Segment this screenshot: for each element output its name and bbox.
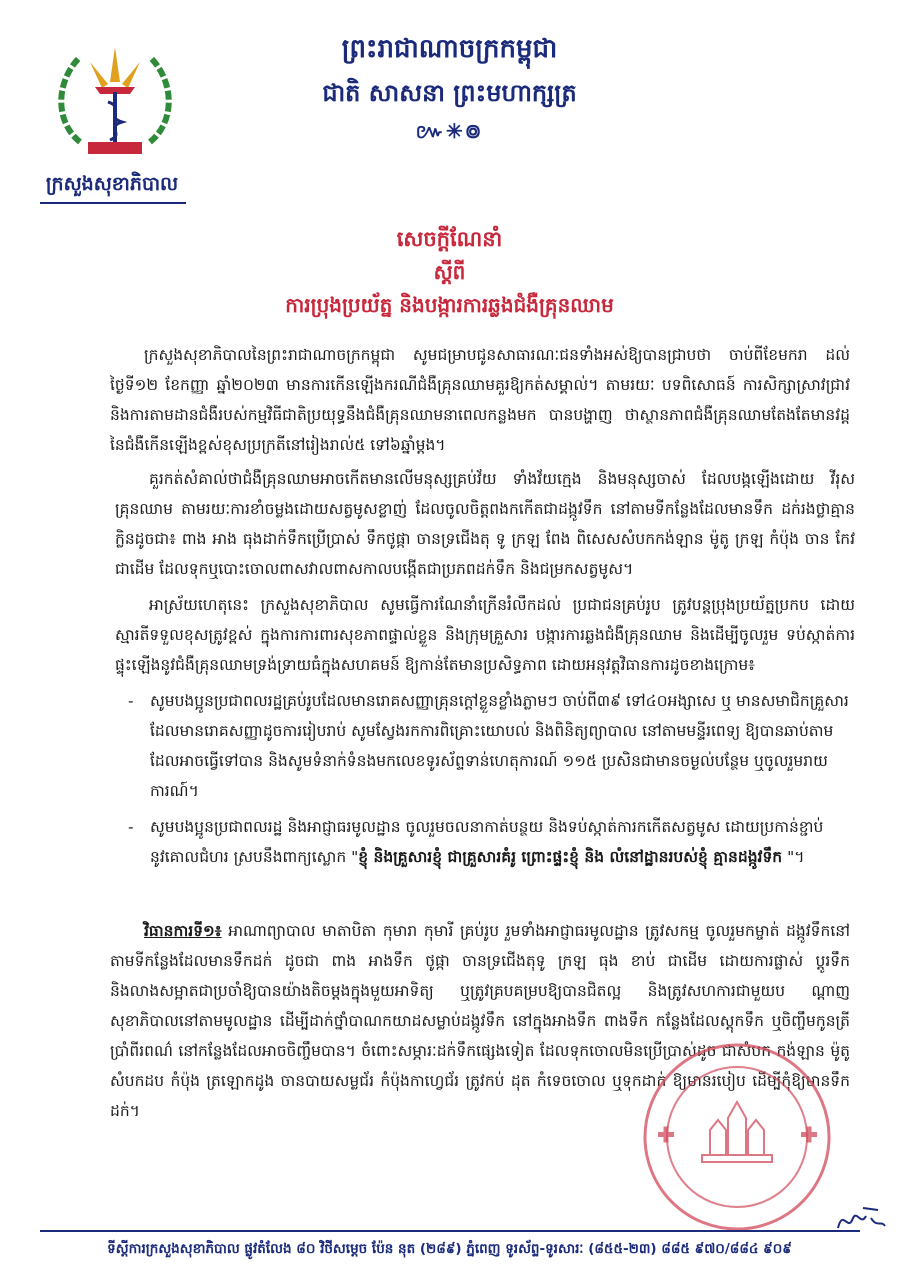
slogan-text: ខ្ញុំ និងគ្រួសារខ្ញុំ ជាគ្រួសារគំរូ ព្រោះផ្ទះខ្ញុំ និង លំនៅដ្ឋានរបស់ខ្ញុំ គ្មានដង្កូវទឹក [358,848,783,866]
footer-divider [40,1230,860,1232]
bullet-item-2 [128,812,850,872]
cross-icon [658,1127,817,1143]
ministry-underline [40,202,186,204]
bullet-item-2-text: សូមបងប្អូនប្រជាពលរដ្ឋ និងអាជ្ញាធរមូលដ្ឋាន ចូលរួមចលនាកាត់បន្ថយ និងទប់ស្កាត់ការកកើតសត្វមូស ដោយប្រកាន់ខ្ជាប់នូវគោលជំហរ ស្របនឹងពាក្យស្លោក " [150,818,824,866]
bullet-dash: - [128,818,134,836]
document-subject: ការប្រុងប្រយ័ត្ន និងបង្ការការឆ្លងជំងឺគ្រុនឈាម [285,293,614,317]
measure-1-heading: វិធានការទី១៖ [144,922,222,940]
paragraph-1-text: ក្រសួងសុខាភិបាលនៃព្រះរាជាណាចក្រកម្ពុជា សូមជម្រាបជូនសាធារណៈជនទាំងអស់ឱ្យបានជ្រាបថា ចាប់ពីខែមករា ដល់ថ្ងៃទី១២ ខែកញ្ញា ឆ្នាំ២០២៣ មានការកើនឡើងករណីជំងឺគ្រុនឈាមគួរឱ្យកត់សម្គាល់។ តាមរយៈ បទពិសោធន៍ ការសិក្សាស្រាវជ្រាវ និងការតាមដានជំងឺរបស់កម្មវិធីជាតិប្រយុទ្ធនឹងជំងឺគ្រុនឈាមនាពេលកន្លងមក បានបង្ហាញ ថាស្ថានភាពជំងឺគ្រុនឈាមតែងតែមានវដ្តនៃជំងឺកើនឡើងខ្ពស់ខុសប្រក្រតីនៅរៀងរាល់៥ ទៅ៦ឆ្នាំម្តង។ [110,346,850,454]
ornament-divider: ៚✳៙ [415,119,484,143]
national-motto: ជាតិ សាសនា ព្រះមហាក្សត្រ [322,78,577,107]
paragraph-3 [115,590,855,680]
ribbon-icon [88,142,142,154]
paragraph-2-text: គួរកត់សំគាល់ថាជំងឺគ្រុនឈាមអាចកើតមានលើមនុស្សគ្រប់វ័យ ទាំងវ័យក្មេង និងមនុស្សចាស់ ដែលបង្កឡើងដោយ វីរុសគ្រុនឈាម តាមរយៈការខាំចម្លងដោយសត្វមូសខ្លាញ់ ដែលចូលចិត្តពងកកើតជាដង្កូវទឹក នៅតាមទីកន្លែងដែលមានទឹក ដក់រងថ្លាគ្មានក្លិនដូចជា៖ ពាង អាង ធុងដាក់ទឹកប្រើប្រាស់ ទឹកថូផ្កា ចានទ្រជើងតុ ទូ ក្រឡ ពែង ពិសេសសំបកកង់ឡាន ម៉ូតូ ក្រឡ កំប៉ុង ចាន កែវ ជាដើម ដែលទុកឬបោះចោលពាសវាលពាសកាលបង្កើតជាប្រភពដក់ទឹក និងជម្រកសត្វមូស។ [115,470,855,578]
official-seal [640,1040,835,1235]
measure-1-text: អាណាព្យាបាល មាតាបិតា កុមារា កុមារី គ្រប់រូប រួមទាំងអាជ្ញាធរមូលដ្ឋាន ត្រូវសកម្ម ចូលរួមកម្ចាត់ ដង្កូវទឹកនៅតាមទីកន្លែងដែលមានទឹកដក់ ដូចជា ពាង អាងទឹក ថូផ្កា ចានទ្រជើងតុទូ ក្រឡ ធុង ខាប់ ជាដើម ដោយការផ្លាស់ ប្តូរទឹក និងលាងសម្អាតជាប្រចាំឱ្យបានយ៉ាងតិចម្តងក្នុងមួយអាទិត្យ ឬត្រូវគ្របគម្របឱ្យបានជិតល្អ និងត្រូវសហការជាមួយប ណ្តាញសុខាភិបាលនៅតាមមូលដ្ឋាន ដើម្បីដាក់ថ្នាំបាណកយាដសម្លាប់ដង្កូវទឹក នៅក្នុងអាងទឹក ពាងទឹក កន្លែងដែលស្តុកទឹក ឬចិញ្ចឹមកូនត្រីប្រាំពីរពណ៌ នៅកន្លែងដែលអាចចិញ្ចឹមបាន។ ចំពោះសម្ភារៈដក់ទឹកផ្សេងទៀត ដែលទុកចោលមិនប្រើប្រាស់ដូច ជាសំបក កង់ឡាន ម៉ូតូ សំបកដប កំប៉ុង ត្រឡោកដូង ចានបាយសម្លជ័រ កំប៉ុងកាហ្វេជ័រ ត្រូវកប់ ដុត កំទេចចោល ឬទុកដាក់ ឱ្យមានរបៀប ដើម្បីកុំឱ្យមានទឹកដក់។ [110,922,850,1120]
bullet-dash: - [128,692,134,710]
paragraph-1 [110,340,850,460]
paragraph-2 [115,464,855,584]
document-title: សេចក្តីណែនាំ [396,227,503,251]
paragraph-3-text: អាស្រ័យហេតុនេះ ក្រសួងសុខាភិបាល សូមធ្វើការណែនាំក្រើនរំលឹកដល់ ប្រជាជនគ្រប់រូប ត្រូវបន្តប្រុងប្រយ័ត្នប្រកប ដោយស្មារតីទទួលខុសត្រូវខ្ពស់ ក្នុងការការពារសុខភាពផ្ទាល់ខ្លួន និងក្រុមគ្រួសារ បង្ការការឆ្លងជំងឺគ្រុនឈាម និងដើម្បីចូលរួម ទប់ស្កាត់ការផ្ទុះឡើងនូវជំងឺគ្រុនឈាមទ្រង់ទ្រាយធំក្នុងសហគមន៍ ឱ្យកាន់តែមានប្រសិទ្ធភាព ដោយអនុវត្តវិធានការដូចខាងក្រោម៖ [115,596,855,674]
caduceus-icon [108,92,122,147]
kingdom-heading: ព្រះរាជាណាចក្រកម្ពុជា [341,34,558,64]
bullet-item-1-text: សូមបងប្អូនប្រជាពលរដ្ឋគ្រប់រូបដែលមានរោគសញ្ញាគ្រុនក្តៅខ្លួនខ្លាំងភ្លាមៗ ចាប់ពី៣៩ ទៅ៤០អង្សាសេ ឬ មានសមាជិកគ្រួសារដែលមានរោគសញ្ញាដូចការរៀបរាប់ សូមស្វែងរកការពិគ្រោះយោបល់ និងពិនិត្យព្យាបាល នៅតាមមន្ទីរពេទ្យ ឱ្យបានឆាប់តាមដែលអាចធ្វើទៅបាន និងសូមទំនាក់ទំនងមកលេខទូរស័ព្ទទាន់ហេតុការណ៍ ១១៥ ប្រសិនជាមានចម្ងល់បន្ថែម ឬចូលរួមរាយការណ៍។ [150,692,849,800]
title-about: ស្តីពី [433,260,466,284]
ministry-logo [50,42,180,167]
temple-rays-icon [90,47,140,94]
bullet-item-1 [128,686,850,806]
slogan-end: "។ [782,848,805,866]
signature [833,1198,888,1238]
angkor-temple-icon [702,1102,772,1162]
footer-address: ទីស្តីការក្រសួងសុខាភិបាល ផ្លូវតំលែង ៨០ វិថីសម្តេច ប៉ែន នុត (២៨៩) ភ្នំពេញ ទូរស័ព្ទ-ទូរសារៈ (៨៥៥-២៣) ៨៨៥ ៩៧០/៨៨៤ ៩០៩ [107,1241,792,1257]
ministry-name: ក្រសួងសុខាភិបាល [45,173,179,195]
